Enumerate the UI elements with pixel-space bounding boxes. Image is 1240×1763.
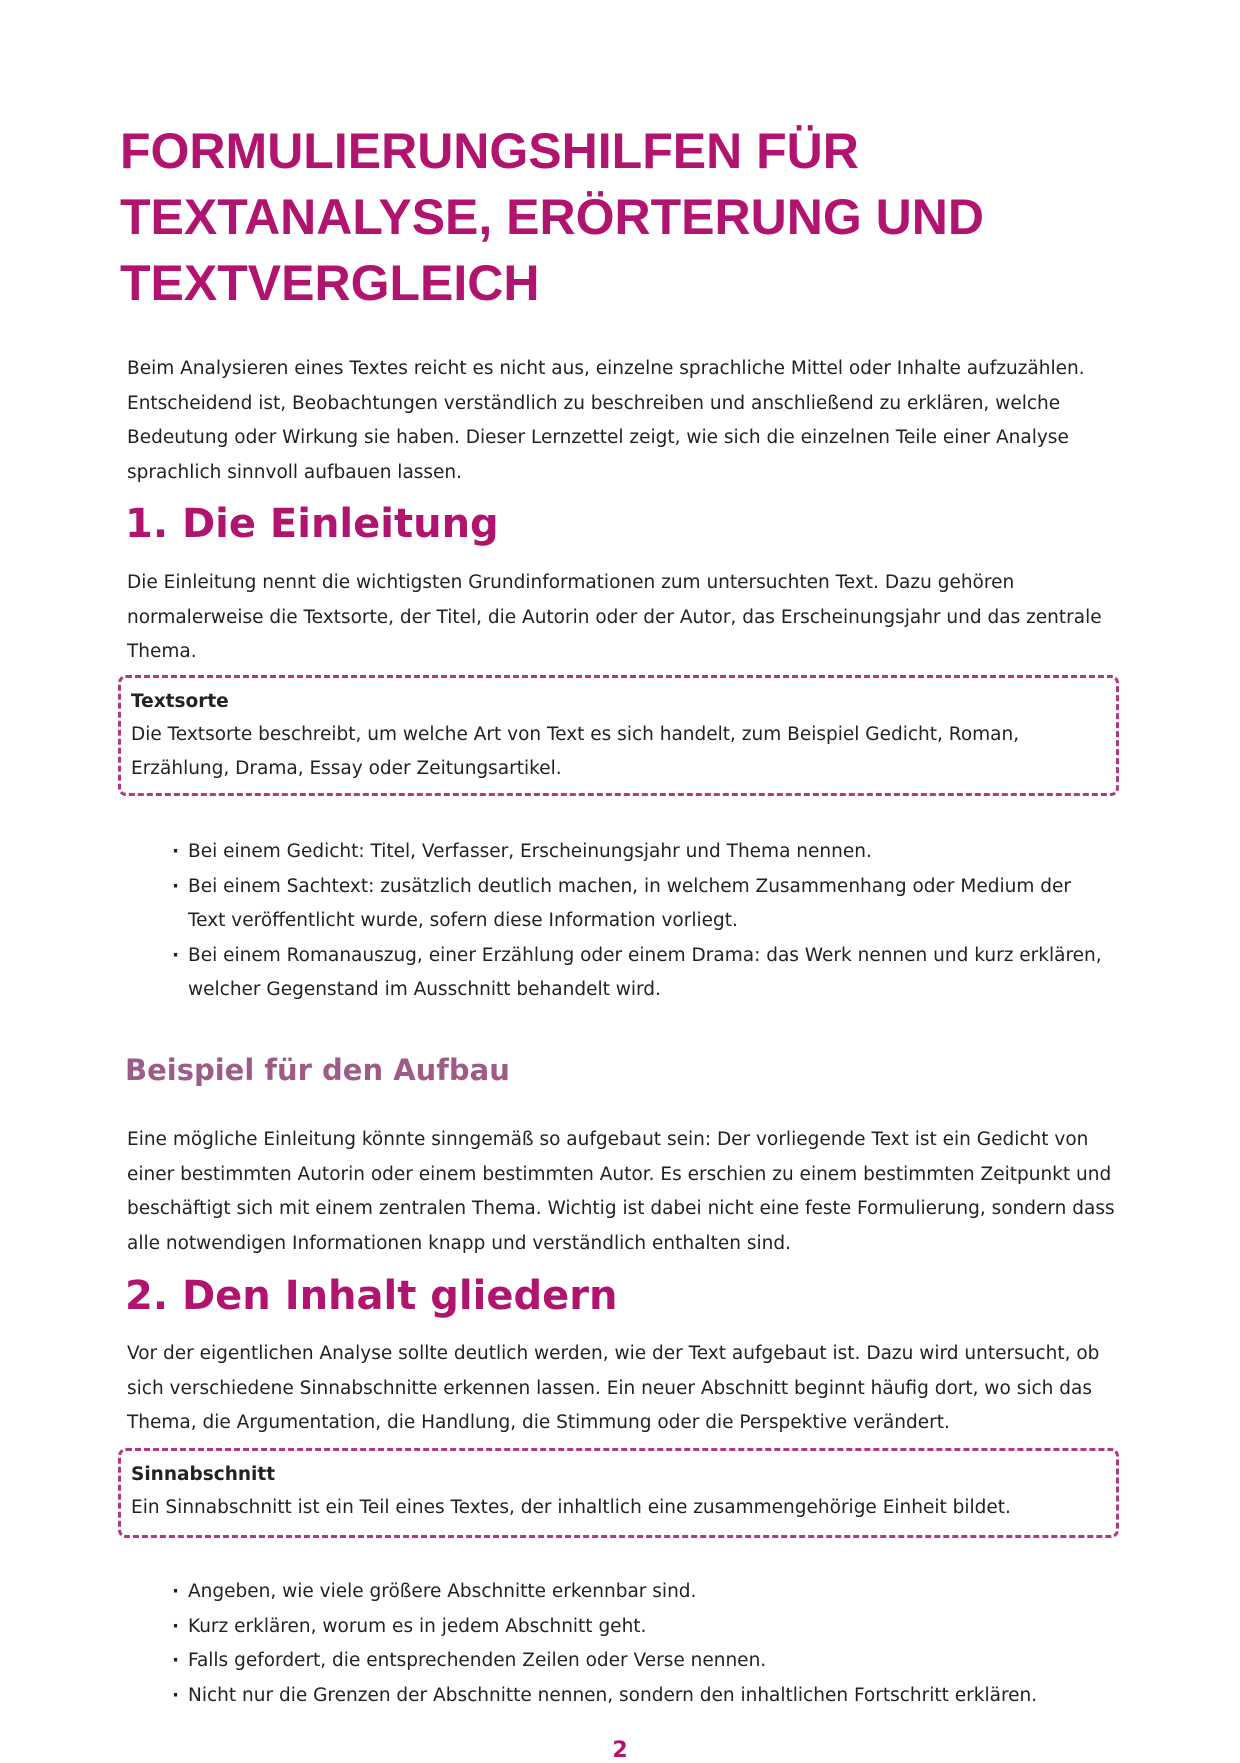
list-item: · Bei einem Gedicht: Titel, Verfasser, Erscheinungsjahr und Thema nennen. bbox=[172, 835, 1102, 870]
definition-term: Sinnabschnitt bbox=[131, 1464, 276, 1485]
bullet-icon: · bbox=[172, 1615, 180, 1637]
definition-text: Ein Sinnabschnitt ist ein Teil eines Textes, der inhaltlich eine zusammengehörige Einheit bildet. bbox=[131, 1497, 1011, 1518]
list-item: · Nicht nur die Grenzen der Abschnitte nennen, sondern den inhaltlichen Fortschritt erklären. bbox=[172, 1679, 1102, 1714]
definition-term: Textsorte bbox=[131, 691, 229, 712]
section-heading-inhalt: 2. Den Inhalt gliedern bbox=[125, 1273, 618, 1319]
list-item: · Angeben, wie viele größere Abschnitte erkennbar sind. bbox=[172, 1575, 1102, 1610]
title-line: FORMULIERUNGSHILFEN FÜR bbox=[120, 123, 859, 179]
einleitung-paragraph: Die Einleitung nennt die wichtigsten Grundinformationen zum untersuchten Text. Dazu gehören normalerweise die Textsorte, der Titel, die Autorin oder der Autor, das Erscheinungsjahr und das zentrale Thema. bbox=[127, 572, 1102, 662]
page-number: 2 bbox=[612, 1738, 628, 1763]
einleitung-bullet-list bbox=[172, 835, 1102, 1008]
bullet-icon: · bbox=[172, 944, 180, 966]
list-item: · Falls gefordert, die entsprechenden Zeilen oder Verse nennen. bbox=[172, 1644, 1102, 1679]
definition-box-sinnabschnitt bbox=[118, 1448, 1119, 1538]
subheading-beispiel: Beispiel für den Aufbau bbox=[125, 1053, 510, 1087]
inhalt-paragraph: Vor der eigentlichen Analyse sollte deutlich werden, wie der Text aufgebaut ist. Dazu wird untersucht, ob sich verschiedene Sinnabschnitte erkennen lassen. Ein neuer Abschnitt beginnt häufig dort, wo sich das Thema, die Argumentation, die Handlung, die Stimmung oder die Perspektive verändert. bbox=[127, 1343, 1100, 1433]
bullet-icon: · bbox=[172, 1684, 180, 1706]
title-line: TEXTVERGLEICH bbox=[120, 255, 540, 311]
bullet-icon: · bbox=[172, 875, 180, 897]
bullet-icon: · bbox=[172, 1581, 180, 1602]
definition-text: Die Textsorte beschreibt, um welche Art von Text es sich handelt, zum Beispiel Gedicht, Roman, Erzählung, Drama, Essay oder Zeitungsartikel. bbox=[131, 724, 1020, 779]
intro-paragraph: Beim Analysieren eines Textes reicht es nicht aus, einzelne sprachliche Mittel oder Inhalte aufzuzählen. Entscheidend ist, Beobachtungen verständlich zu beschreiben und anschließend zu erklären, welche Bedeutung oder Wirkung sie haben. Dieser Lernzettel zeigt, wie sich die einzelnen Teile einer Analyse sprachlich sinnvoll aufbauen lassen. bbox=[127, 358, 1085, 483]
section-heading-einleitung: 1. Die Einleitung bbox=[125, 501, 499, 547]
inhalt-bullet-list bbox=[172, 1575, 1102, 1713]
list-item: · Bei einem Sachtext: zusätzlich deutlich machen, in welchem Zusammenhang oder Medium der Text veröffentlicht wurde, sofern diese Information vorliegt. bbox=[172, 870, 1102, 939]
list-item: · Bei einem Romanauszug, einer Erzählung oder einem Drama: das Werk nennen und kurz erklären, welcher Gegenstand im Ausschnitt behandelt wird. bbox=[172, 939, 1102, 1008]
beispiel-paragraph: Eine mögliche Einleitung könnte sinngemäß so aufgebaut sein: Der vorliegende Text ist ein Gedicht von einer bestimmten Autorin oder einem bestimmten Autor. Es erschien zu einem bestimmten Zeitpunkt und beschäftigt sich mit einem zentralen Thema. Wichtig ist dabei nicht eine feste Formulierung, sondern dass alle notwendigen Informationen knapp und verständlich enthalten sind. bbox=[127, 1129, 1115, 1254]
bullet-icon: · bbox=[172, 1650, 180, 1671]
definition-box-textsorte bbox=[118, 675, 1119, 796]
title-line: TEXTANALYSE, ERÖRTERUNG UND bbox=[120, 189, 984, 245]
list-item: · Kurz erklären, worum es in jedem Abschnitt geht. bbox=[172, 1610, 1102, 1645]
page-title bbox=[120, 118, 1120, 316]
bullet-icon: · bbox=[172, 841, 180, 862]
